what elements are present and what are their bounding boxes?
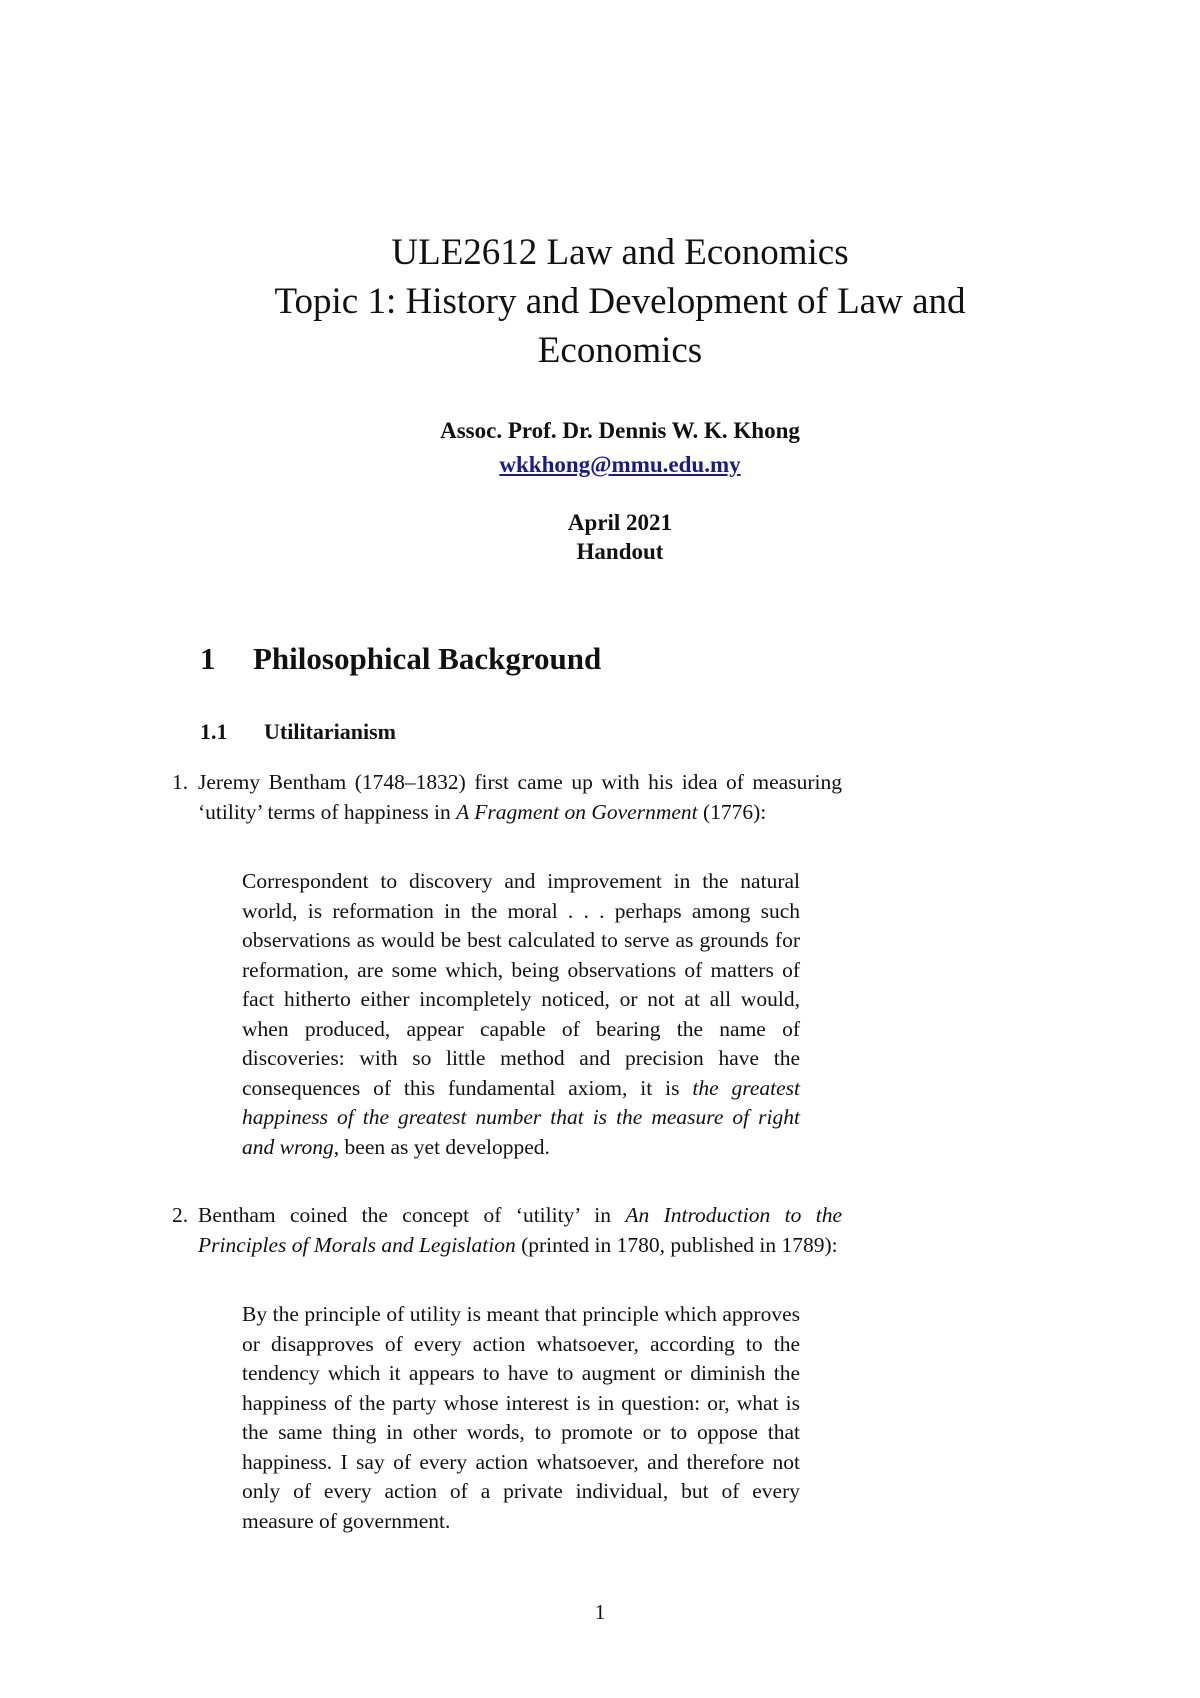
item-text: (printed in 1780, published in 1789): xyxy=(515,1232,838,1257)
block-quote xyxy=(242,1300,800,1536)
author-block xyxy=(180,414,1060,482)
section-title: Philosophical Background xyxy=(253,641,602,676)
author-name: Assoc. Prof. Dr. Dennis W. K. Khong xyxy=(440,418,800,443)
list-item-text xyxy=(198,1201,842,1260)
document-type: Handout xyxy=(576,539,664,564)
topic-title-line1: Topic 1: History and Development of Law and xyxy=(274,281,966,322)
quote-emphasis: the greatest happiness of the greatest number that is the measure of right and wrong xyxy=(242,1075,801,1159)
email-link[interactable]: wkkhong@mmu.edu.my xyxy=(499,452,741,477)
topic-title-line2: Economics xyxy=(537,330,703,371)
page-number: 1 xyxy=(594,1600,606,1624)
quote-text: , been as yet developped. xyxy=(333,1134,550,1159)
date-block xyxy=(180,508,1060,566)
course-title: ULE2612 Law and Economics xyxy=(391,232,849,273)
document-date: April 2021 xyxy=(567,510,673,535)
quote-text: Correspondent to discovery and improvement in the natural world, is reformation in the moral . . . perhaps among such observations as would be best calculated to serve as grounds for reformation, are some which, being observations of matters of fact hitherto either incompletely noticed, or not at all would, when produced, appear capable of bearing the name of discoveries: with so little method and precision have the consequences of this fundamental axiom, it is xyxy=(242,869,800,1100)
list-item xyxy=(172,768,842,827)
work-title: An Introduction to the Principles of Morals and Legislation xyxy=(198,1203,842,1257)
subsection-title: Utilitarianism xyxy=(264,719,396,744)
block-quote xyxy=(242,867,800,1162)
subsection-number: 1.1 xyxy=(200,719,228,744)
list-item-number: 2. xyxy=(172,1203,189,1227)
list-item-number: 1. xyxy=(172,770,189,794)
list-item-text xyxy=(198,768,842,827)
section-number: 1 xyxy=(200,641,216,676)
title-block xyxy=(180,228,1060,375)
item-text: Jeremy Bentham (1748–1832) first came up with his idea of measuring ‘utility’ terms of happiness in xyxy=(198,770,842,824)
subsection-heading xyxy=(200,719,396,745)
list-item xyxy=(172,1201,842,1260)
item-text: (1776): xyxy=(697,799,767,824)
section-heading xyxy=(200,641,601,677)
work-title: A Fragment on Government xyxy=(456,799,698,824)
quote-text: By the principle of utility is meant that principle which approves or disapproves of every action whatsoever, according to the tendency which it appears to have to augment or diminish the happiness of the party whose interest is in question: or, what is the same thing in other words, to promote or to oppose that happiness. I say of every action whatsoever, and therefore not only of every action of a private individual, but of every measure of government. xyxy=(242,1302,800,1533)
item-text: Bentham coined the concept of ‘utility’ in xyxy=(198,1203,626,1227)
